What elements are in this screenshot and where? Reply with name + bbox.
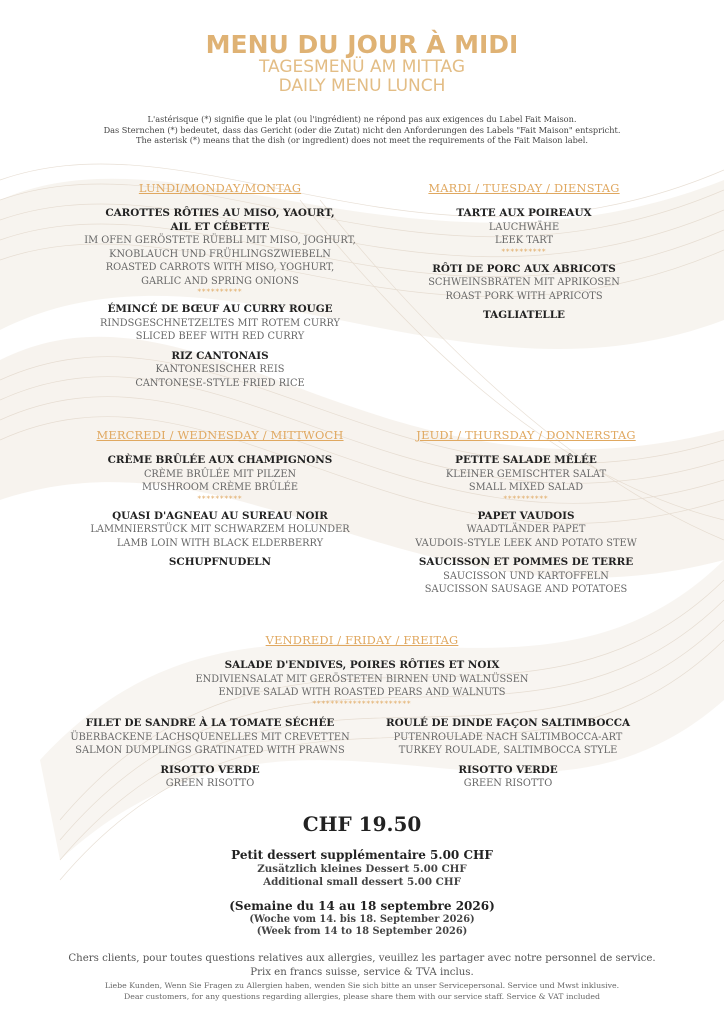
friday-option-right <box>358 717 658 791</box>
dish-title: RISOTTO VERDE <box>458 763 558 776</box>
dish-translation: PUTENROULADE NACH SALTIMBOCCA-ART <box>393 731 623 743</box>
fait-maison-notes <box>0 114 724 146</box>
asterisk-separator: ********** <box>197 494 243 503</box>
dish-title: RISOTTO VERDE <box>160 763 260 776</box>
dish-translation: CRÈME BRÛLÉE MIT PILZEN <box>143 468 297 480</box>
day-section-monday <box>60 181 380 390</box>
dish-translation: LAUCHWÄHE <box>488 221 560 233</box>
asterisk-separator: ********** <box>503 494 549 503</box>
dish-translation: KANTONESISCHER REIS <box>155 364 285 375</box>
asterisk-separator: ********************** <box>312 699 412 708</box>
note-german: Das Sternchen (*) bedeutet, dass das Gericht (oder die Zutat) nicht den Anforderungen des Labels "Fait Maison" entspricht. <box>103 124 621 135</box>
asterisk-separator: ********** <box>197 288 243 296</box>
dish-translation: SMALL MIXED SALAD <box>468 482 584 493</box>
dish-translation: SALMON DUMPLINGS GRATINATED WITH PRAWNS <box>75 745 345 756</box>
day-heading-thursday: JEUDI / THURSDAY / DONNERSTAG <box>416 428 636 442</box>
dish-translation: TURKEY ROULADE, SALTIMBOCCA STYLE <box>398 745 618 756</box>
dish-translation: RINDSGESCHNETZELTES MIT ROTEM CURRY <box>99 317 340 329</box>
dish-translation: ROAST PORK WITH APRICOTS <box>445 290 603 302</box>
dish-title: SALADE D'ENDIVES, POIRES RÔTIES ET NOIX <box>224 659 500 671</box>
dish-title: SCHUPFNUDELN <box>168 556 272 568</box>
dish-translation: IM OFEN GERÖSTETE RÜEBLI MIT MISO, JOGHURT, <box>84 235 356 246</box>
footer-allergy-french: Chers clients, pour toutes questions relatives aux allergies, veuillez les partager avec notre personnel de service. <box>68 953 656 964</box>
day-section-thursday <box>372 428 680 597</box>
dish-title: RIZ CANTONAIS <box>171 349 269 362</box>
dish-title: AIL ET CÉBETTE <box>170 220 270 233</box>
dish-translation: LEEK TART <box>494 235 554 246</box>
dish-translation: GREEN RISOTTO <box>165 778 255 789</box>
week-english: (Week from 14 to 18 September 2026) <box>256 926 468 937</box>
note-english: The asterisk (*) means that the dish (or ingredient) does not meet the requirements of the Fait Maison label. <box>136 135 588 145</box>
dish-translation: ENDIVIENSALAT MIT GERÖSTETEN BIRNEN UND WALNÜSSEN <box>195 673 529 685</box>
dessert-info <box>0 848 724 888</box>
day-heading-friday: VENDREDI / FRIDAY / FREITAG <box>265 633 459 647</box>
dish-translation: ENDIVE SALAD WITH ROASTED PEARS AND WALNUTS <box>218 687 506 698</box>
dessert-french: Petit dessert supplémentaire 5.00 CHF <box>231 848 493 862</box>
dish-title: RÔTI DE PORC AUX ABRICOTS <box>432 262 616 275</box>
dish-title: ÉMINCÉ DE BŒUF AU CURRY ROUGE <box>107 303 333 315</box>
dish-translation: LAMB LOIN WITH BLACK ELDERBERRY <box>116 537 324 549</box>
dish-title: FILET DE SANDRE À LA TOMATE SÉCHÉE <box>85 717 335 729</box>
dish-translation: VAUDOIS-STYLE LEEK AND POTATO STEW <box>415 537 637 549</box>
dish-translation: KNOBLAUCH UND FRÜHLINGSZWIEBELN <box>109 248 331 260</box>
dish-translation: GREEN RISOTTO <box>463 778 553 789</box>
menu-title-german: TAGESMENÜ AM MITTAG <box>258 57 466 77</box>
asterisk-separator: ********** <box>501 247 547 256</box>
dish-translation: LAMMNIERSTÜCK MIT SCHWARZEM HOLUNDER <box>90 524 350 535</box>
day-section-tuesday <box>370 181 678 323</box>
footer-price-info: Prix en francs suisse, service & TVA inclus. <box>250 967 474 978</box>
dish-title: ROULÉ DE DINDE FAÇON SALTIMBOCCA <box>385 717 631 729</box>
dish-translation: SCHWEINSBRATEN MIT APRIKOSEN <box>428 277 620 288</box>
day-heading-wednesday: MERCREDI / WEDNESDAY / MITTWOCH <box>96 428 344 442</box>
dish-title: TAGLIATELLE <box>483 309 565 321</box>
dish-translation: WAADTLÄNDER PAPET <box>466 524 586 535</box>
day-heading-monday: LUNDI/MONDAY/MONTAG <box>138 181 302 195</box>
dish-title: PETITE SALADE MÊLÉE <box>455 454 597 466</box>
dish-title: CAROTTES RÔTIES AU MISO, YAOURT, <box>105 207 335 219</box>
dessert-english: Additional small dessert 5.00 CHF <box>263 875 461 888</box>
menu-price: CHF 19.50 <box>302 812 422 836</box>
week-dates <box>0 899 724 938</box>
note-french: L'astérisque (*) signifie que le plat (ou l'ingrédient) ne répond pas aux exigences du Label Fait Maison. <box>147 114 577 124</box>
dish-title: SAUCISSON ET POMMES DE TERRE <box>418 556 634 568</box>
day-section-friday <box>112 633 612 709</box>
dish-title: QUASI D'AGNEAU AU SUREAU NOIR <box>112 509 328 522</box>
dish-translation: SAUCISSON SAUSAGE AND POTATOES <box>424 584 628 595</box>
friday-option-left <box>50 717 370 791</box>
footer-allergy-german: Liebe Kunden, Wenn Sie Fragen zu Allergien haben, wenden Sie sich bitte an unser Servicepersonal. Service und Mwst inklusive. <box>104 981 620 990</box>
dish-translation: GARLIC AND SPRING ONIONS <box>141 275 299 287</box>
dish-translation: KLEINER GEMISCHTER SALAT <box>445 468 607 480</box>
menu-title-french: MENU DU JOUR À MIDI <box>205 30 519 59</box>
dish-translation: MUSHROOM CRÈME BRÛLÉE <box>141 482 299 493</box>
dessert-german: Zusätzlich kleines Dessert 5.00 CHF <box>257 863 467 875</box>
dish-title: TARTE AUX POIREAUX <box>456 207 592 219</box>
dish-title: PAPET VAUDOIS <box>477 509 575 522</box>
dish-translation: ÜBERBACKENE LACHSQUENELLES MIT CREVETTEN <box>70 731 350 743</box>
dish-translation: CANTONESE-STYLE FRIED RICE <box>135 377 305 389</box>
menu-title-english: DAILY MENU LUNCH <box>278 76 446 96</box>
week-french: (Semaine du 14 au 18 septembre 2026) <box>229 899 495 913</box>
dish-title: CRÈME BRÛLÉE AUX CHAMPIGNONS <box>107 454 333 466</box>
footer-notes <box>0 951 724 1002</box>
dish-translation: ROASTED CARROTS WITH MISO, YOGHURT, <box>105 262 335 273</box>
day-heading-tuesday: MARDI / TUESDAY / DIENSTAG <box>428 181 620 195</box>
week-german: (Woche vom 14. bis 18. September 2026) <box>249 914 475 925</box>
footer-allergy-english: Dear customers, for any questions regarding allergies, please share them with our service staff. Service & VAT included <box>124 992 600 1001</box>
day-section-wednesday <box>52 428 388 570</box>
dish-translation: SAUCISSON UND KARTOFFELN <box>443 570 609 582</box>
dish-translation: SLICED BEEF WITH RED CURRY <box>135 331 305 342</box>
